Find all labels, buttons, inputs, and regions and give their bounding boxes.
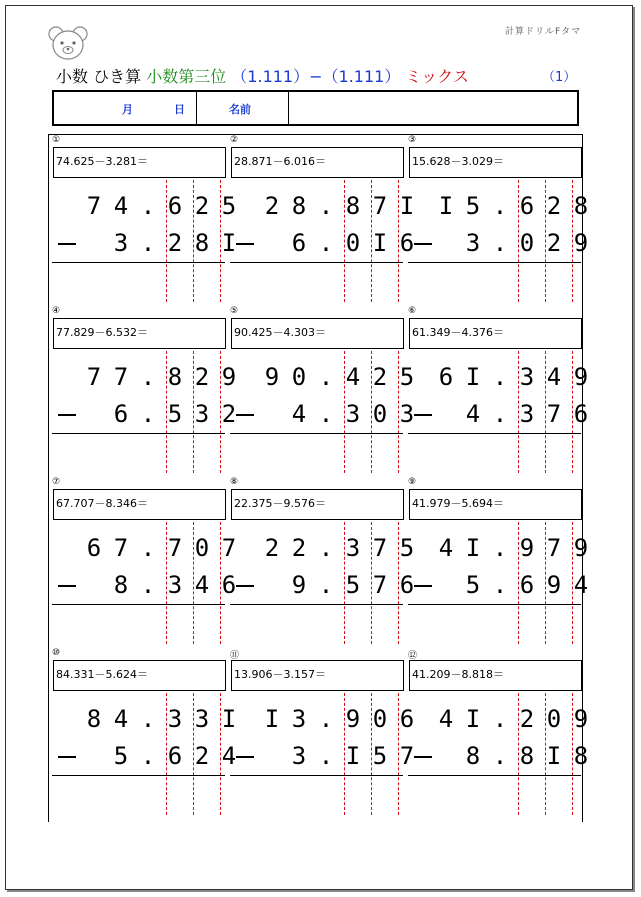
subtrahend-digit: I xyxy=(345,742,361,770)
subtrahend-digit: . xyxy=(318,571,334,599)
minuend-digit: 9 xyxy=(573,534,589,562)
minuend-digit: . xyxy=(318,192,334,220)
answer-line xyxy=(408,262,581,263)
minuend-digit: 7 xyxy=(372,192,388,220)
minuend-digit: 0 xyxy=(546,705,562,733)
subtrahend-digit: 3 xyxy=(519,400,535,428)
minuend-digit: 2 xyxy=(264,192,280,220)
minuend-digit: . xyxy=(492,363,508,391)
problem-expression: 28.871－6.016＝ xyxy=(231,147,404,178)
minuend-digit: 9 xyxy=(573,363,589,391)
minuend-digit: I xyxy=(399,192,415,220)
minuend-digit: I xyxy=(465,705,481,733)
problem-number: ⑩ xyxy=(52,648,61,658)
minus-sign xyxy=(58,756,76,758)
title-part-third-decimal: 小数第三位 xyxy=(146,67,227,86)
answer-area[interactable] xyxy=(408,265,581,303)
problem-4 xyxy=(50,306,237,478)
answer-line xyxy=(52,604,225,605)
subtrahend-digit: 2 xyxy=(194,742,210,770)
subtrahend-digit: 6 xyxy=(573,400,589,428)
subtrahend-digit: 3 xyxy=(167,571,183,599)
subtrahend-digit: 8 xyxy=(573,742,589,770)
problem-expression: 74.625－3.281＝ xyxy=(53,147,226,178)
problem-3 xyxy=(406,135,589,307)
minus-sign xyxy=(236,756,254,758)
answer-line xyxy=(230,775,403,776)
subtrahend-digit: 8 xyxy=(519,742,535,770)
subtrahend-digit: 3 xyxy=(194,400,210,428)
month-label: 月 xyxy=(122,103,133,116)
minuend-digit: 3 xyxy=(519,363,535,391)
minuend-digit: 9 xyxy=(221,363,237,391)
minuend-digit: 4 xyxy=(546,363,562,391)
title-part-mix: ミックス xyxy=(405,67,469,86)
problem-8 xyxy=(228,477,415,649)
date-name-header xyxy=(52,90,579,126)
answer-line xyxy=(52,775,225,776)
subtrahend-digit: I xyxy=(221,229,237,257)
problem-number: ⑨ xyxy=(408,477,417,487)
answer-line xyxy=(408,433,581,434)
answer-line xyxy=(230,262,403,263)
problem-expression: 22.375－9.576＝ xyxy=(231,489,404,520)
subtrahend-digit: 6 xyxy=(291,229,307,257)
name-field[interactable] xyxy=(289,92,577,124)
minus-sign xyxy=(58,585,76,587)
minuend-digit: 4 xyxy=(113,705,129,733)
subtrahend-digit: . xyxy=(140,571,156,599)
minuend-digit: 2 xyxy=(194,192,210,220)
problem-12 xyxy=(406,648,589,820)
problem-1 xyxy=(50,135,237,307)
subtrahend-digit: 0 xyxy=(519,229,535,257)
answer-area[interactable] xyxy=(52,265,225,303)
subtrahend-digit: 5 xyxy=(345,571,361,599)
minuend-digit: 5 xyxy=(399,363,415,391)
problem-expression: 90.425－4.303＝ xyxy=(231,318,404,349)
minuend-digit: 2 xyxy=(546,192,562,220)
minuend-digit: I xyxy=(465,534,481,562)
problem-2 xyxy=(228,135,415,307)
answer-area[interactable] xyxy=(230,778,403,816)
minuend-digit: 6 xyxy=(399,705,415,733)
minuend-digit: 3 xyxy=(194,705,210,733)
minuend-digit: 4 xyxy=(438,534,454,562)
minuend-digit: . xyxy=(140,705,156,733)
subtrahend-digit: 4 xyxy=(291,400,307,428)
minuend-digit: 2 xyxy=(519,705,535,733)
minuend-digit: 4 xyxy=(113,192,129,220)
subtrahend-digit: . xyxy=(492,742,508,770)
subtrahend-digit: 8 xyxy=(113,571,129,599)
subtrahend-digit: 7 xyxy=(372,571,388,599)
minuend-digit: 8 xyxy=(345,192,361,220)
problem-number: ⑧ xyxy=(230,477,239,487)
problem-number: ⑥ xyxy=(408,306,417,316)
minuend-digit: 7 xyxy=(86,363,102,391)
subtrahend-digit: 4 xyxy=(194,571,210,599)
minuend-digit: 5 xyxy=(465,192,481,220)
sheet-number: （1） xyxy=(542,70,577,85)
minuend-digit: 4 xyxy=(438,705,454,733)
minuend-digit: . xyxy=(318,363,334,391)
minuend-digit: 8 xyxy=(573,192,589,220)
minuend-digit: 2 xyxy=(291,534,307,562)
minuend-digit: . xyxy=(140,192,156,220)
subtrahend-digit: 5 xyxy=(372,742,388,770)
minus-sign xyxy=(236,414,254,416)
minus-sign xyxy=(236,243,254,245)
problem-expression: 41.209－8.818＝ xyxy=(409,660,582,691)
minuend-digit: 8 xyxy=(291,192,307,220)
subtrahend-digit: . xyxy=(140,229,156,257)
answer-area[interactable] xyxy=(230,436,403,474)
subtrahend-digit: 9 xyxy=(291,571,307,599)
subtrahend-digit: . xyxy=(140,400,156,428)
subtrahend-digit: 2 xyxy=(167,229,183,257)
subtrahend-digit: . xyxy=(492,400,508,428)
minus-sign xyxy=(414,756,432,758)
minuend-digit: 9 xyxy=(264,363,280,391)
minuend-digit: 3 xyxy=(291,705,307,733)
problem-number: ② xyxy=(230,135,239,145)
subtrahend-digit: 9 xyxy=(546,571,562,599)
subtrahend-digit: 5 xyxy=(465,571,481,599)
problem-expression: 77.829－6.532＝ xyxy=(53,318,226,349)
minus-sign xyxy=(58,243,76,245)
minuend-digit: . xyxy=(140,534,156,562)
subtrahend-digit: 6 xyxy=(519,571,535,599)
problem-number: ④ xyxy=(52,306,61,316)
answer-line xyxy=(52,262,225,263)
subtrahend-digit: . xyxy=(140,742,156,770)
subtrahend-digit: 8 xyxy=(465,742,481,770)
problem-number: ⑦ xyxy=(52,477,61,487)
minuend-digit: 2 xyxy=(372,363,388,391)
answer-line xyxy=(230,433,403,434)
answer-line xyxy=(52,433,225,434)
subtrahend-digit: I xyxy=(546,742,562,770)
subtrahend-digit: 4 xyxy=(573,571,589,599)
minuend-digit: I xyxy=(465,363,481,391)
problem-expression: 84.331－5.624＝ xyxy=(53,660,226,691)
minuend-digit: 9 xyxy=(345,705,361,733)
minus-sign xyxy=(414,585,432,587)
date-cell xyxy=(54,92,197,124)
minuend-digit: . xyxy=(140,363,156,391)
problem-number: ① xyxy=(52,135,61,145)
minuend-digit: 7 xyxy=(546,534,562,562)
minuend-digit: 5 xyxy=(221,192,237,220)
subtrahend-digit: . xyxy=(318,742,334,770)
minus-sign xyxy=(414,414,432,416)
subtrahend-digit: . xyxy=(318,400,334,428)
minuend-digit: 0 xyxy=(291,363,307,391)
minuend-digit: 7 xyxy=(372,534,388,562)
problem-number: ⑪ xyxy=(230,651,240,661)
answer-line xyxy=(230,604,403,605)
minuend-digit: 8 xyxy=(86,705,102,733)
bear-logo-icon xyxy=(47,24,89,62)
subtrahend-digit: . xyxy=(492,229,508,257)
subtrahend-digit: 4 xyxy=(221,742,237,770)
minuend-digit: 0 xyxy=(372,705,388,733)
subtrahend-digit: . xyxy=(318,229,334,257)
minuend-digit: . xyxy=(318,534,334,562)
subtrahend-digit: 3 xyxy=(291,742,307,770)
problem-5 xyxy=(228,306,415,478)
subtrahend-digit: 0 xyxy=(345,229,361,257)
title-part-subtraction: 小数 ひき算 xyxy=(56,67,142,86)
subtrahend-digit: 3 xyxy=(345,400,361,428)
minuend-digit: 3 xyxy=(167,705,183,733)
subtrahend-digit: 3 xyxy=(399,400,415,428)
subtrahend-digit: 6 xyxy=(399,229,415,257)
minuend-digit: 9 xyxy=(519,534,535,562)
minuend-digit: I xyxy=(264,705,280,733)
minuend-digit: 7 xyxy=(167,534,183,562)
minuend-digit: 8 xyxy=(167,363,183,391)
minuend-digit: I xyxy=(438,192,454,220)
subtrahend-digit: 3 xyxy=(113,229,129,257)
minuend-digit: . xyxy=(492,705,508,733)
subtrahend-digit: 9 xyxy=(573,229,589,257)
subtrahend-digit: 5 xyxy=(167,400,183,428)
problem-number: ⑤ xyxy=(230,306,239,316)
minuend-digit: 5 xyxy=(399,534,415,562)
problem-expression: 15.628－3.029＝ xyxy=(409,147,582,178)
problem-6 xyxy=(406,306,589,478)
answer-area[interactable] xyxy=(230,265,403,303)
answer-area[interactable] xyxy=(408,778,581,816)
problem-expression: 61.349－4.376＝ xyxy=(409,318,582,349)
minuend-digit: 7 xyxy=(113,363,129,391)
minuend-digit: 6 xyxy=(438,363,454,391)
subtrahend-digit: 2 xyxy=(546,229,562,257)
minuend-digit: 3 xyxy=(345,534,361,562)
name-label: 名前 xyxy=(229,103,251,116)
subtrahend-digit: 7 xyxy=(546,400,562,428)
answer-area[interactable] xyxy=(408,436,581,474)
subtrahend-digit: 6 xyxy=(399,571,415,599)
subtrahend-digit: 2 xyxy=(221,400,237,428)
subtrahend-digit: 8 xyxy=(194,229,210,257)
answer-area[interactable] xyxy=(230,607,403,645)
minuend-digit: . xyxy=(492,534,508,562)
problem-expression: 13.906－3.157＝ xyxy=(231,660,404,691)
minuend-digit: 2 xyxy=(264,534,280,562)
problem-expression: 67.707－8.346＝ xyxy=(53,489,226,520)
subtrahend-digit: 6 xyxy=(221,571,237,599)
minuend-digit: 7 xyxy=(86,192,102,220)
subtrahend-digit: 0 xyxy=(372,400,388,428)
answer-area[interactable] xyxy=(52,436,225,474)
minuend-digit: . xyxy=(318,705,334,733)
minuend-digit: 7 xyxy=(113,534,129,562)
minuend-digit: 6 xyxy=(167,192,183,220)
subtrahend-digit: 3 xyxy=(465,229,481,257)
problem-7 xyxy=(50,477,237,649)
subtrahend-digit: 6 xyxy=(167,742,183,770)
minus-sign xyxy=(414,243,432,245)
problem-9 xyxy=(406,477,589,649)
minuend-digit: 4 xyxy=(345,363,361,391)
minus-sign xyxy=(236,585,254,587)
subtrahend-digit: I xyxy=(372,229,388,257)
subtrahend-digit: 5 xyxy=(113,742,129,770)
minuend-digit: 6 xyxy=(86,534,102,562)
name-label-cell xyxy=(197,92,289,124)
answer-line xyxy=(408,604,581,605)
day-label: 日 xyxy=(174,103,185,116)
brand-text: 計算ドリルFタマ xyxy=(505,27,582,37)
problem-number: ③ xyxy=(408,135,417,145)
answer-area[interactable] xyxy=(408,607,581,645)
answer-line xyxy=(408,775,581,776)
minuend-digit: 9 xyxy=(573,705,589,733)
answer-area[interactable] xyxy=(52,607,225,645)
problem-expression: 41.979－5.694＝ xyxy=(409,489,582,520)
minuend-digit: 2 xyxy=(194,363,210,391)
problem-number: ⑫ xyxy=(408,651,418,661)
subtrahend-digit: . xyxy=(492,571,508,599)
minuend-digit: 6 xyxy=(519,192,535,220)
minuend-digit: . xyxy=(492,192,508,220)
title-part-format: （1.111）−（1.111） xyxy=(231,67,401,86)
subtrahend-digit: 6 xyxy=(113,400,129,428)
minus-sign xyxy=(58,414,76,416)
minuend-digit: I xyxy=(221,705,237,733)
answer-area[interactable] xyxy=(52,778,225,816)
subtrahend-digit: 7 xyxy=(399,742,415,770)
minuend-digit: 7 xyxy=(221,534,237,562)
subtrahend-digit: 4 xyxy=(465,400,481,428)
minuend-digit: 0 xyxy=(194,534,210,562)
page-title xyxy=(56,64,469,87)
